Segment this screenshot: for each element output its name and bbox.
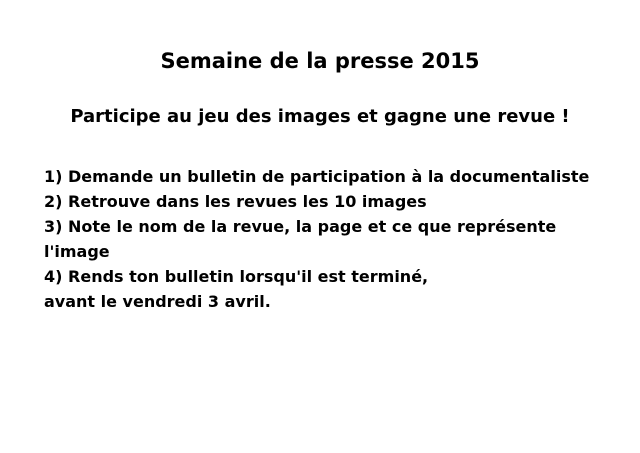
instruction-step-2: 2) Retrouve dans les revues les 10 images	[44, 192, 427, 211]
page-title: Semaine de la presse 2015	[160, 49, 480, 73]
instructions-list	[44, 164, 624, 314]
instruction-step-4-continued: avant le vendredi 3 avril.	[44, 292, 271, 311]
page-subtitle: Participe au jeu des images et gagne une revue !	[70, 106, 570, 127]
instruction-step-1: 1) Demande un bulletin de participation à la documentaliste	[44, 167, 590, 186]
instruction-step-4: 4) Rends ton bulletin lorsqu'il est terminé,	[44, 267, 429, 286]
instruction-step-3: 3) Note le nom de la revue, la page et ce que représente	[44, 217, 557, 236]
instruction-step-3-continued: l'image	[44, 242, 110, 261]
